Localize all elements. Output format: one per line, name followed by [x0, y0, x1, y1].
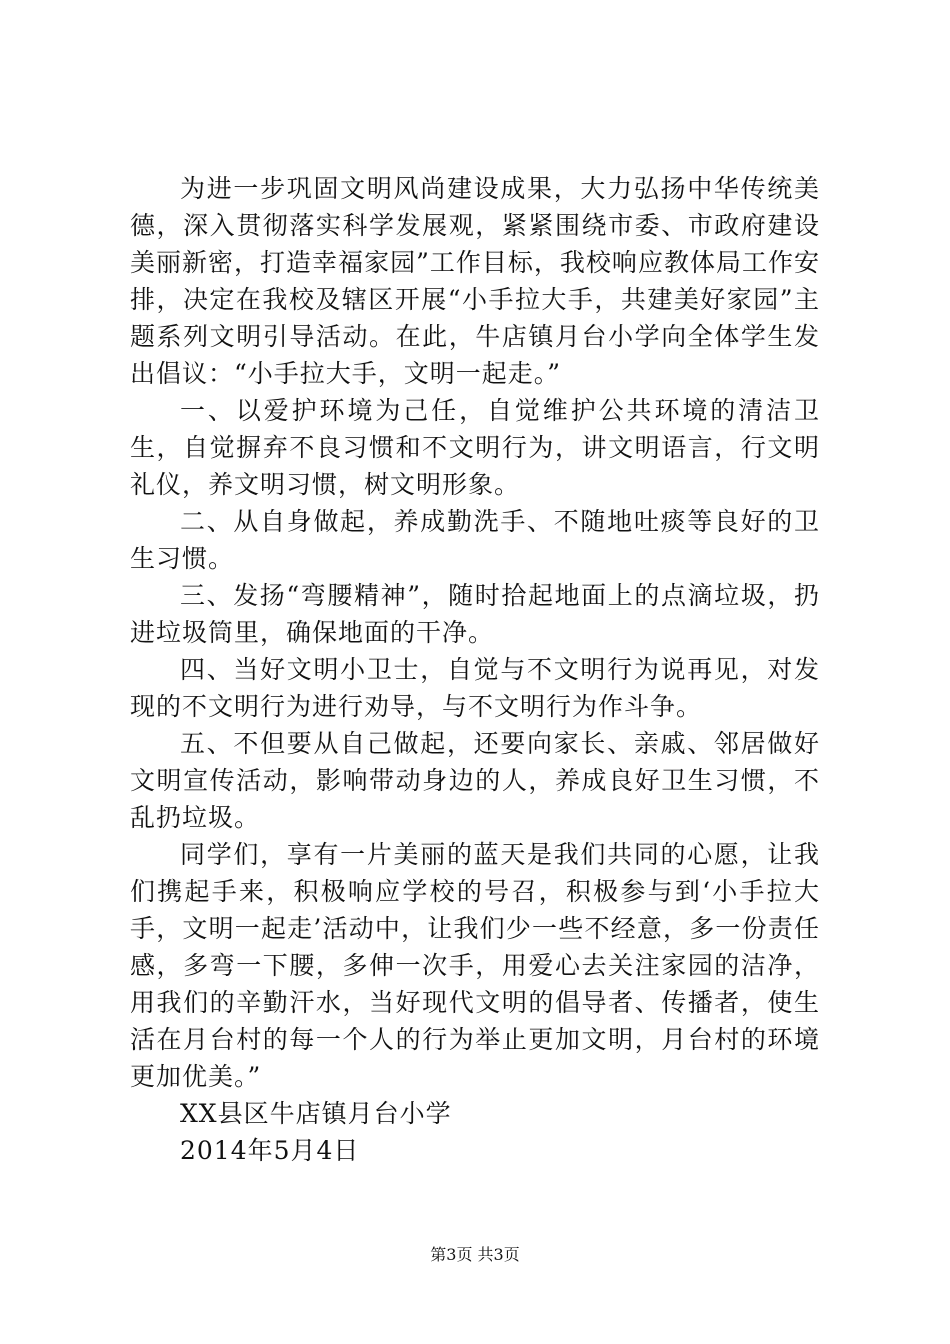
item-three-paragraph: 三、发扬“弯腰精神”，随时拾起地面上的点滴垃圾，扔进垃圾筒里，确保地面的干净。 [130, 581, 820, 647]
document-body [130, 170, 820, 1169]
item-one-paragraph: 一、以爱护环境为己任，自觉维护公共环境的清洁卫生，自觉摒弃不良习惯和不文明行为，讲文明语言，行文明礼仪，养文明习惯，树文明形象。 [130, 396, 820, 499]
page-footer: 第3页 共3页 [430, 1245, 520, 1264]
item-five-paragraph: 五、不但要从自己做起，还要向家长、亲戚、邻居做好文明宣传活动，影响带动身边的人，养成良好卫生习惯，不乱扔垃圾。 [130, 729, 820, 832]
signature-date: 2014年5月4日 [180, 1136, 360, 1165]
item-two-paragraph: 二、从自身做起，养成勤洗手、不随地吐痰等良好的卫生习惯。 [130, 507, 820, 573]
item-four-paragraph: 四、当好文明小卫士，自觉与不文明行为说再见，对发现的不文明行为进行劝导，与不文明行为作斗争。 [130, 655, 820, 721]
intro-paragraph: 为进一步巩固文明风尚建设成果，大力弘扬中华传统美德，深入贯彻落实科学发展观，紧紧围绕市委、市政府建设美丽新密，打造幸福家园”工作目标，我校响应教体局工作安排，决定在我校及辖区开展“小手拉大手，共建美好家园”主题系列文明引导活动。在此，牛店镇月台小学向全体学生发出倡议：“小手拉大手，文明一起走。” [130, 174, 820, 388]
closing-paragraph: 同学们，享有一片美丽的蓝天是我们共同的心愿，让我们携起手来，积极响应学校的号召，积极参与到‘小手拉大手，文明一起走’活动中，让我们少一些不经意，多一份责任感，多弯一下腰，多伸一次手，用爱心去关注家园的洁净，用我们的辛勤汗水，当好现代文明的倡导者、传播者，使生活在月台村的每一个人的行为举止更加文明，月台村的环境更加优美。” [130, 840, 820, 1091]
signature-organization: XX县区牛店镇月台小学 [180, 1099, 452, 1128]
